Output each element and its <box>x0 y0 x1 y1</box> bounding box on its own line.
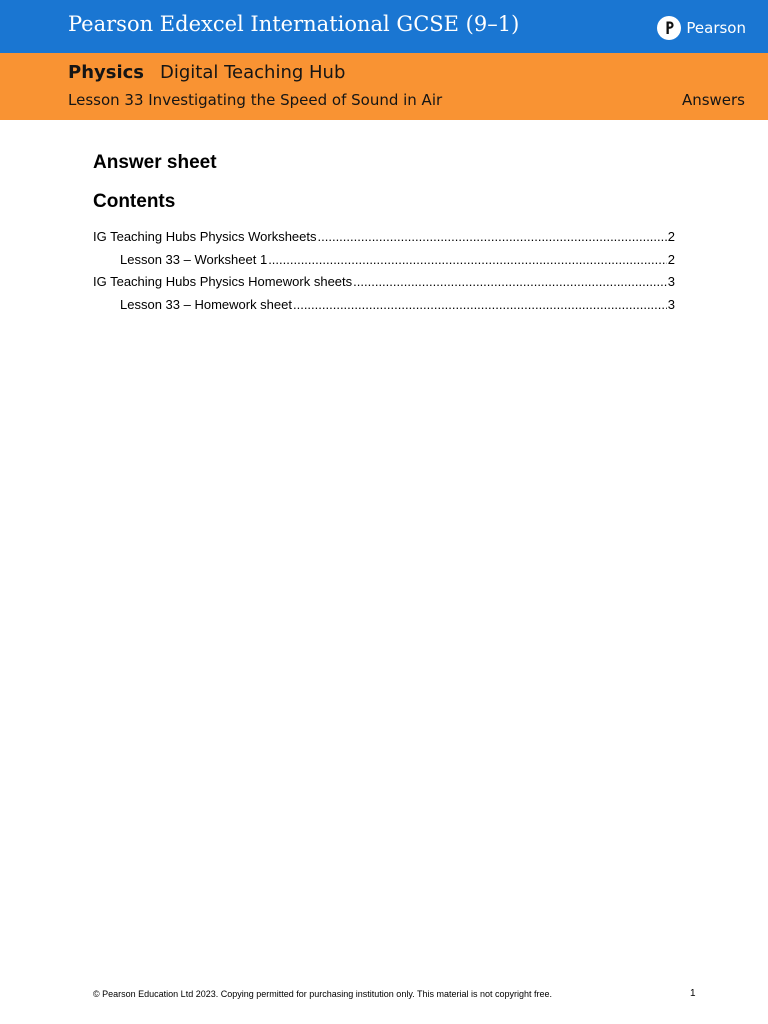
answers-label: Answers <box>681 91 745 109</box>
toc-entry-label: IG Teaching Hubs Physics Worksheets <box>93 229 317 244</box>
toc-entry-homework-sheets[interactable] <box>93 274 675 297</box>
hub-title: Digital Teaching Hub <box>160 62 346 83</box>
lesson-title: Lesson 33 Investigating the Speed of Sound in Air <box>68 91 443 109</box>
toc-entry-page: 2 <box>667 229 675 244</box>
toc-leader-dots <box>268 252 667 267</box>
toc-entry-worksheet-1[interactable] <box>93 252 675 275</box>
brand <box>657 15 746 41</box>
series-title: Pearson Edexcel International GCSE (9–1) <box>68 12 520 36</box>
toc-entry-homework-sheet[interactable] <box>93 297 675 320</box>
table-of-contents <box>93 229 675 319</box>
brand-name: Pearson <box>686 19 746 37</box>
toc-leader-dots <box>318 229 667 244</box>
toc-leader-dots <box>353 274 667 289</box>
contents-heading: Contents <box>93 191 176 212</box>
pearson-logo-icon <box>657 16 681 40</box>
toc-entry-label: Lesson 33 – Homework sheet <box>120 296 292 312</box>
subject-title: Physics <box>68 62 145 83</box>
page-title: Answer sheet <box>93 152 217 173</box>
footer-copyright: © Pearson Education Ltd 2023. Copying permitted for purchasing institution only. This material is not copyright free. <box>93 989 553 999</box>
toc-entry-page: 2 <box>667 251 675 267</box>
toc-leader-dots <box>293 297 667 312</box>
toc-entry-worksheets[interactable] <box>93 229 675 252</box>
footer-page-number: 1 <box>690 988 696 999</box>
toc-entry-page: 3 <box>667 296 675 312</box>
toc-entry-label: IG Teaching Hubs Physics Homework sheets <box>93 274 353 289</box>
toc-entry-page: 3 <box>667 274 675 289</box>
toc-entry-label: Lesson 33 – Worksheet 1 <box>120 251 268 267</box>
